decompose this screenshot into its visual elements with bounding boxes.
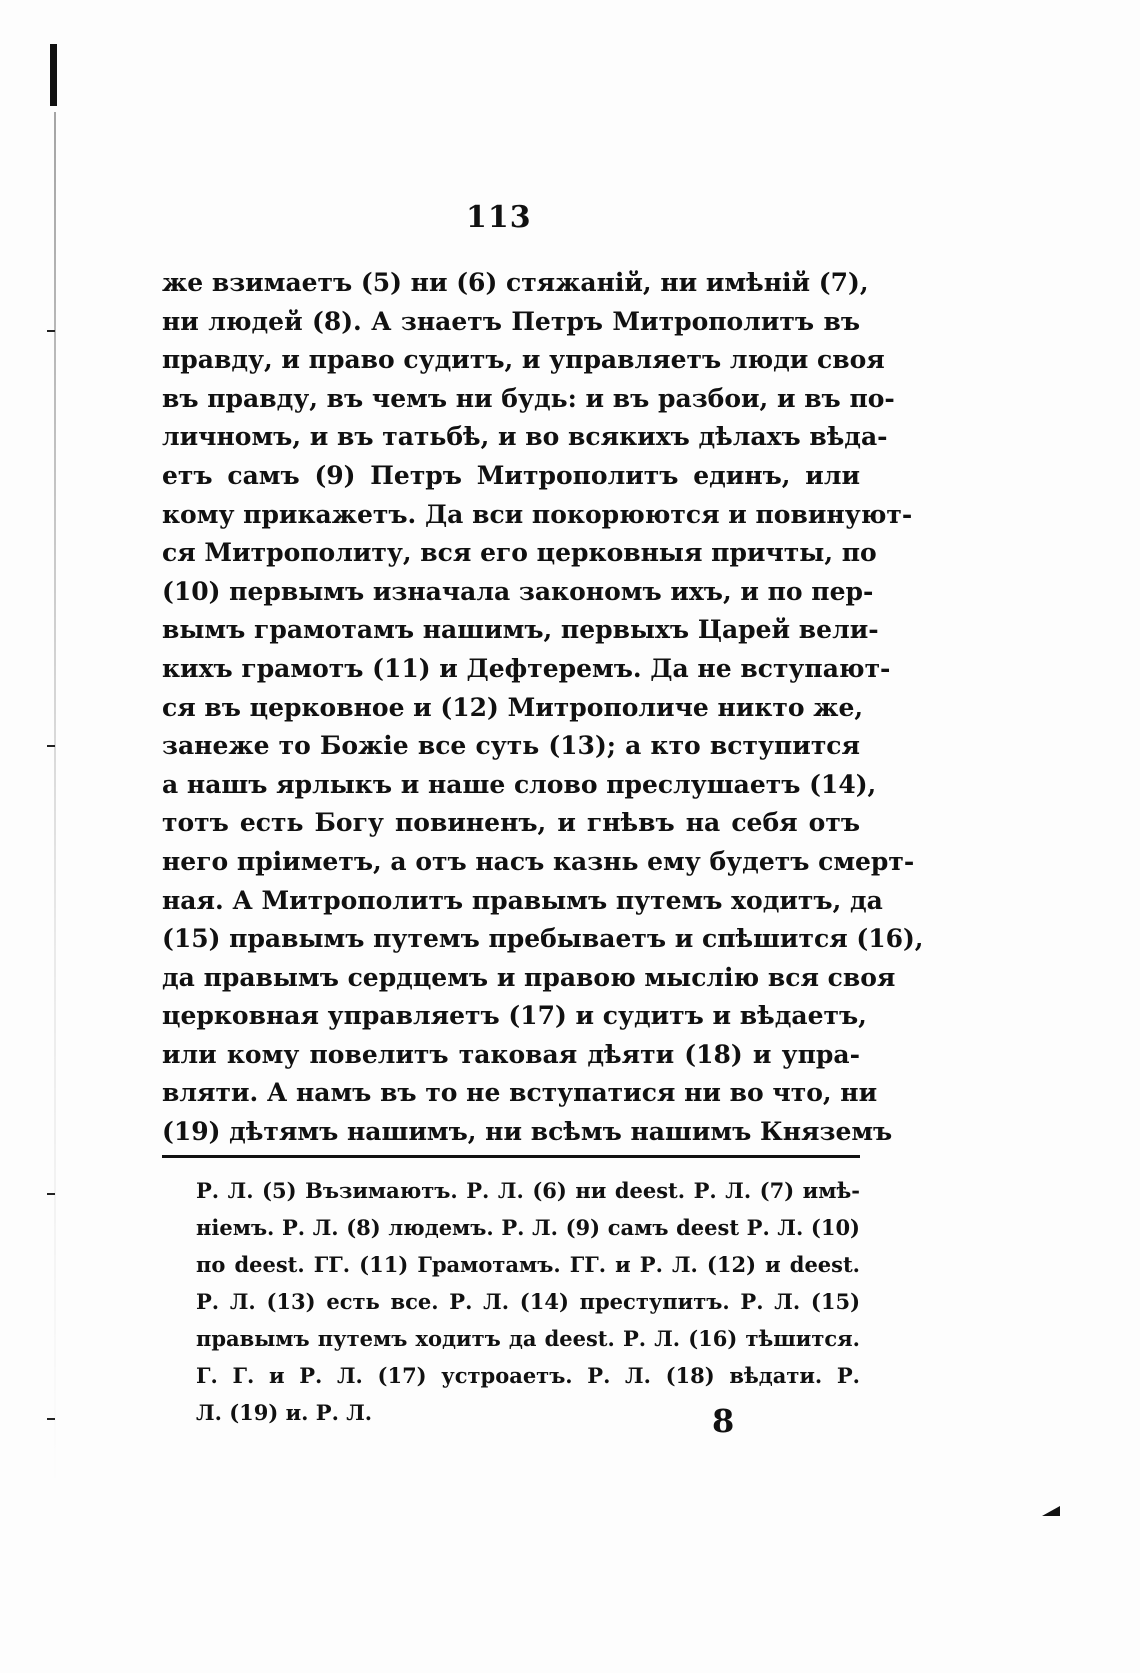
text-line: занеже то Божіе все суть (13); а кто вступится [162,731,860,761]
footnote-line: Р. Л. (13) есть все. Р. Л. (14) преступитъ. Р. Л. (15) [196,1289,860,1314]
text-line: ни людей (8). А знаетъ Петръ Митрополитъ въ [162,306,860,336]
text-line: вляти. А намъ въ то не вступатися ни во что, ни [162,1078,878,1108]
page-number: 113 [466,200,532,235]
text-line: кому прикажетъ. Да вси покорюются и повинуют- [162,499,913,529]
footnote-line: Р. Л. (5) Възимаютъ. Р. Л. (6) ни deest. Р. Л. (7) имѣ- [196,1178,860,1203]
text-line: ная. А Митрополитъ правымъ путемъ ходитъ, да [162,885,883,915]
text-line: же взимаетъ (5) ни (6) стяжаній, ни имѣній (7), [162,268,869,297]
text-line: (10) первымъ изначала закономъ ихъ, и по пер- [162,576,874,606]
text-line: правду, и право судитъ, и управляетъ люди своя [162,345,885,375]
corner-mark [1042,1506,1060,1516]
signature-mark: 8 [712,1402,735,1440]
footnote-line: Л. (19) и. Р. Л. [196,1400,373,1425]
margin-mark [47,1418,55,1420]
text-line: да правымъ сердцемъ и правою мыслію вся своя [162,962,896,992]
text-line: (15) правымъ путемъ пребываетъ и спѣшится (16), [162,924,924,954]
text-line: церковная управляетъ (17) и судитъ и вѣдаетъ, [162,1001,867,1031]
text-line: (19) дѣтямъ нашимъ, ни всѣмъ нашимъ Княземъ [162,1117,893,1147]
text-line: тотъ есть Богу повиненъ, и гнѣвъ на себя отъ [162,808,860,838]
footnote-line: ніемъ. Р. Л. (8) людемъ. Р. Л. (9) самъ deest Р. Л. (10) [196,1215,860,1240]
margin-mark [47,1193,55,1195]
text-line: личномъ, и въ татьбѣ, и во всякихъ дѣлахъ вѣда- [162,422,888,452]
text-line: или кому повелитъ таковая дѣяти (18) и упра- [162,1039,860,1069]
text-line: а нашъ ярлыкъ и наше слово преслушаетъ (14), [162,769,877,799]
footnotes [196,1172,860,1431]
margin-mark [47,745,55,747]
text-line: вымъ грамотамъ нашимъ, первыхъ Царей вели- [162,615,879,645]
text-line: етъ самъ (9) Петръ Митрополитъ единъ, или [162,460,860,490]
footnote-line: правымъ путемъ ходитъ да deest. Р. Л. (16) тѣшится. [196,1326,860,1351]
text-line: ся Митрополиту, вся его церковныя причты, по [162,538,877,568]
footnote-line: Г. Г. и Р. Л. (17) устроаетъ. Р. Л. (18) вѣдати. Р. [196,1363,860,1388]
binding-mark [50,44,57,106]
text-line: кихъ грамотъ (11) и Дефтеремъ. Да не вступают- [162,653,891,683]
text-line: ся въ церковное и (12) Митрополиче никто же, [162,692,864,722]
text-line: въ правду, въ чемъ ни будь: и въ разбои, и въ по- [162,383,895,413]
text-line: него пріиметъ, а отъ насъ казнь ему будетъ смерт- [162,846,915,876]
binding-line [54,112,56,1492]
footnote-line: по deest. ГГ. (11) Грамотамъ. ГГ. и Р. Л. (12) и deest. [196,1252,860,1277]
main-text [162,264,924,1152]
footnote-divider [162,1155,860,1158]
margin-mark [47,330,55,332]
